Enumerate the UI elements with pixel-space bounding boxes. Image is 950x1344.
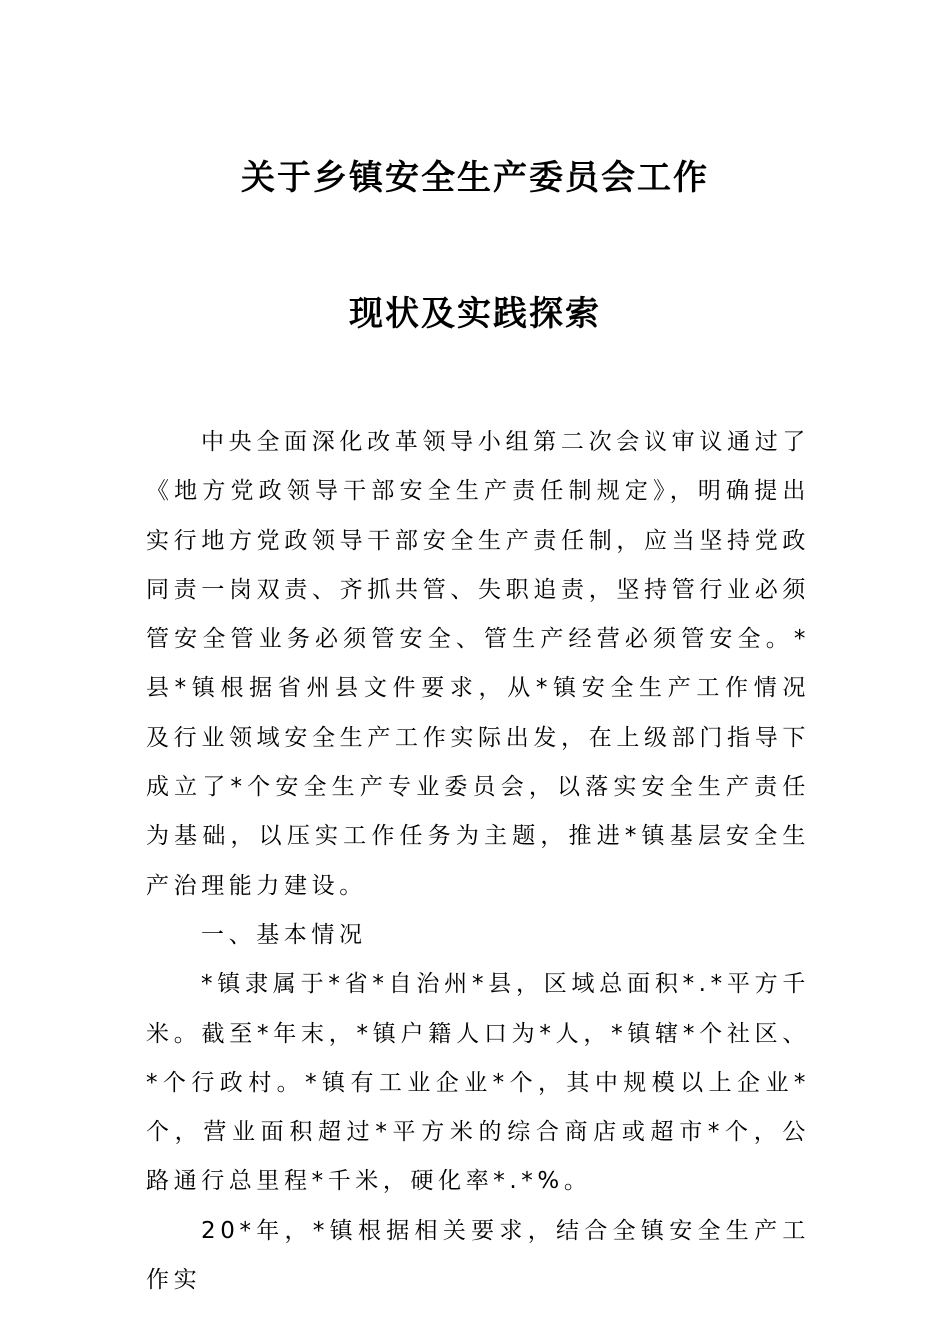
document-body (146, 418, 810, 1305)
paragraph-continuation: 20*年，*镇根据相关要求，结合全镇安全生产工作实 (146, 1217, 810, 1294)
document-title-line-1: 关于乡镇安全生产委员会工作 (241, 158, 709, 198)
paragraph-basic-situation: *镇隶属于*省*自治州*县，区域总面积*.*平方千米。截至*年末，*镇户籍人口为*人，*镇辖*个社区、*个行政村。*镇有工业企业*个，其中规模以上企业*个，营业面积超过*平方米的综合商店或超市*个，公路通行总里程*千米，硬化率*.*%。 (146, 971, 810, 1195)
document-title-line-2: 现状及实践探索 (349, 294, 601, 334)
paragraph-intro: 中央全面深化改革领导小组第二次会议审议通过了《地方党政领导干部安全生产责任制规定》，明确提出实行地方党政领导干部安全生产责任制，应当坚持党政同责一岗双责、齐抓共管、失职追责，坚持管行业必须管安全管业务必须管安全、管生产经营必须管安全。*县*镇根据省州县文件要求，从*镇安全生产工作情况及行业领域安全生产工作实际出发，在上级部门指导下成立了*个安全生产专业委员会，以落实安全生产责任为基础，以压实工作任务为主题，推进*镇基层安全生产治理能力建设。 (146, 429, 810, 899)
section-heading-basic-situation: 一、基本情况 (201, 921, 367, 948)
